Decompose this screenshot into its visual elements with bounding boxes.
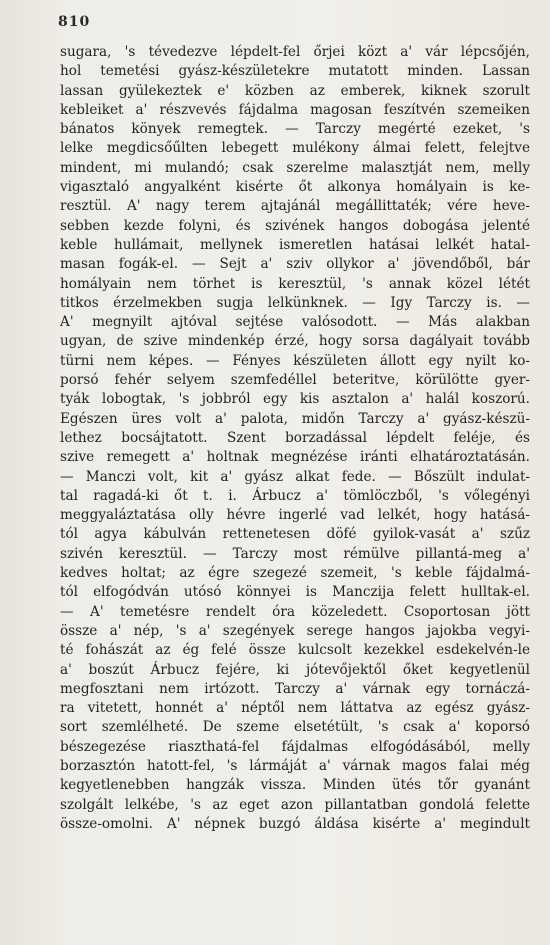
text-line: szolgált lelkébe, 's az eget azon pillantatban gondolá felette: [60, 796, 530, 813]
text-line: té fohászát az ég felé össze kulcsolt kezekkel esdekelvén-le: [60, 642, 530, 659]
text-line: meggyaláztatása olly hévre ingerlé vad lelkét, hogy hatásá-: [60, 507, 530, 524]
text-line: borzasztón hatott-fel, 's lármáját a' várnak magos falai még: [60, 757, 530, 774]
text-line: hol temetési gyász-készületekre mutatott minden. Lassan: [60, 63, 530, 80]
text-line: — A' temetésre rendelt óra közeledett. Csoportosan jött: [60, 603, 530, 620]
text-line: A' megnyilt ajtóval sejtése valósodott. — Más alakban: [60, 314, 530, 331]
text-line: porsó fehér selyem szemfedéllel beteritve, körülötte gyer-: [60, 372, 530, 389]
text-line: ra vitetett, honnét a' néptől nem láttatva az egész gyász-: [60, 700, 530, 717]
text-line: mindent, mi mulandó; csak szerelme malasztját nem, melly: [60, 159, 530, 176]
text-line: keble hullámait, mellynek ismeretlen hatásai lelkét hatal-: [60, 236, 530, 253]
text-line: össze a' nép, 's a' szegények serege hangos jajokba vegyi-: [60, 622, 530, 639]
text-line: kegyetlenebben hangzák vissza. Minden ütés tőr gyanánt: [60, 777, 530, 794]
text-line: tól elfogódván utósó könnyei is Manczija felett hulltak-el.: [60, 584, 530, 601]
text-line: sort szemlélheté. De szeme elsetétült, 's csak a' koporsó: [60, 719, 530, 736]
text-line: sebben kezde folyni, és szivének hangos dobogása jelenté: [60, 217, 530, 234]
text-line: szivén keresztül. — Tarczy most rémülve pillantá-meg a': [60, 545, 530, 562]
text-line: bánatos könyek remegtek. — Tarczy megérté ezeket, 's: [60, 121, 530, 138]
text-line: kedves holtat; az égre szegezé szemeit, 's keble fájdalmá-: [60, 565, 530, 582]
text-line: sugara, 's tévedezve lépdelt-fel őrjei közt a' vár lépcsőjén,: [60, 44, 530, 60]
text-line: ugyan, de szive mindenkép érzé, hogy sorsa dagályait tovább: [60, 333, 530, 350]
text-line: szive remegett a' holtnak megnézése iránti elhatároztatásán.: [60, 449, 530, 466]
page-number: 810: [58, 14, 91, 30]
text-line: tól agya kábulván rettenetesen döfé gyilok-vasát a' szűz: [60, 526, 530, 543]
text-line: megfosztani nem irtózott. Tarczy a' várnak egy tornáczá-: [60, 680, 530, 697]
text-line: tyák lobogtak, 's jobbról egy kis asztalon a' halál koszorú.: [60, 391, 530, 408]
text-line: össze-omolni. A' népnek buzgó áldása kisérte a' megindult: [60, 815, 530, 832]
text-line: türni nem képes. — Fényes készületen állott egy nyilt ko-: [60, 352, 530, 369]
text-line: homályain nem törhet is keresztül, 's annak közel létét: [60, 275, 530, 292]
text-line: kebleiket a' részvevés fájdalma magosan feszítvén szemeiken: [60, 101, 530, 118]
text-line: lelke megdicsőűlten lebegett mulékony álmai felett, felejtve: [60, 140, 530, 157]
text-line: resztül. A' nagy terem ajtajánál megállittaték; vére heve-: [60, 198, 530, 215]
body-text: [60, 43, 530, 834]
text-line: masan fogák-el. — Sejt a' sziv ollykor a' jövendőből, bár: [60, 256, 530, 273]
text-line: titkos érzelmekben sugja lelkünknek. — Igy Tarczy is. —: [60, 294, 530, 311]
text-line: vigasztaló angyalként kisérte őt alkonya homályain is ke-: [60, 179, 530, 196]
text-line: lassan gyülekeztek e' közben az emberek, kiknek szorult: [60, 82, 530, 99]
text-line: Egészen üres volt a' palota, midőn Tarczy a' gyász-készü-: [60, 410, 530, 427]
text-line: a' boszút Árbucz fejére, ki jótevőjektől őket kegyetlenül: [60, 661, 530, 678]
text-line: tal ragadá-ki őt t. i. Árbucz a' tömlöczből, 's vőlegényi: [60, 487, 530, 504]
text-line: bészegezése riaszthatá-fel fájdalmas elfogódásából, melly: [60, 738, 530, 755]
text-line: — Manczi volt, kit a' gyász alkat fede. — Bőszült indulat-: [60, 468, 530, 485]
text-line: lethez bocsájtatott. Szent borzadással lépdelt feléje, és: [60, 429, 530, 446]
